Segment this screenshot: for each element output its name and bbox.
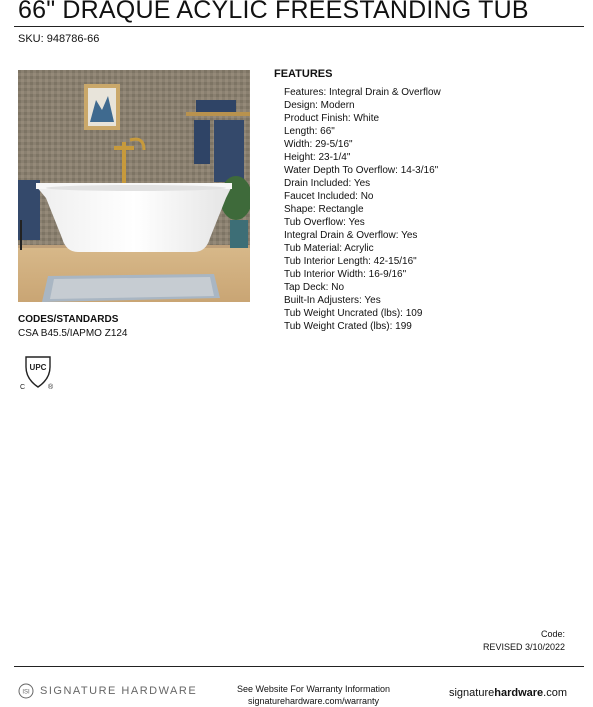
feature-item: Integral Drain & Overflow: Yes: [284, 230, 418, 241]
product-photo: [18, 70, 250, 302]
feature-item: Faucet Included: No: [284, 191, 374, 202]
upc-certification-icon: [18, 353, 58, 398]
site-prefix: signature: [448, 687, 495, 699]
warranty-line: See Website For Warranty Information: [237, 684, 391, 694]
site-suffix: .com: [543, 687, 567, 699]
feature-item: Tub Weight Uncrated (lbs): 109: [284, 308, 423, 319]
warranty-info: [237, 683, 390, 707]
feature-item: Tub Weight Crated (lbs): 199: [284, 321, 412, 332]
feature-item: Height: 23-1/4": [284, 152, 351, 163]
revised-date: REVISED 3/10/2022: [482, 642, 565, 652]
warranty-url[interactable]: signaturehardware.com/warranty: [248, 696, 380, 706]
codes-heading: CODES/STANDARDS: [18, 314, 119, 325]
feature-item: Tub Interior Length: 42-15/16": [284, 256, 417, 267]
feature-item: Width: 29-5/16": [284, 139, 353, 150]
features-list: [284, 86, 441, 333]
signature-hardware-badge-icon: [18, 683, 34, 699]
feature-item: Built-In Adjusters: Yes: [284, 295, 381, 306]
website-link[interactable]: [449, 687, 567, 699]
code-label: Code:: [540, 629, 565, 639]
brand-badge-text: ISI: [22, 689, 30, 696]
brand-logo: [18, 683, 197, 699]
upc-mark-c: C: [20, 384, 26, 391]
feature-item: Shape: Rectangle: [284, 204, 364, 215]
upc-mark-r: ®: [48, 384, 54, 391]
feature-item: Design: Modern: [284, 100, 355, 111]
upc-mark-text: UPC: [29, 363, 47, 372]
header-divider: [14, 26, 584, 27]
site-bold: hardware: [494, 687, 544, 699]
sku-label: SKU: 948786-66: [18, 33, 100, 45]
features-heading: FEATURES: [274, 68, 333, 80]
codes-value: CSA B45.5/IAPMO Z124: [18, 328, 128, 339]
product-title: 66" DRAQUE ACYLIC FREESTANDING TUB: [18, 0, 529, 24]
tub-photo-illustration: [18, 70, 250, 302]
footer-divider: [14, 666, 584, 667]
feature-item: Features: Integral Drain & Overflow: [284, 87, 441, 98]
feature-item: Drain Included: Yes: [284, 178, 371, 189]
feature-item: Product Finish: White: [284, 113, 380, 124]
feature-item: Tub Overflow: Yes: [284, 217, 365, 228]
feature-item: Tub Interior Width: 16-9/16": [284, 269, 407, 280]
feature-item: Length: 66": [284, 126, 335, 137]
feature-item: Water Depth To Overflow: 14-3/16": [284, 165, 439, 176]
brand-name: SIGNATURE HARDWARE: [40, 685, 198, 697]
feature-item: Tub Material: Acrylic: [284, 243, 374, 254]
feature-item: Tap Deck: No: [284, 282, 345, 293]
